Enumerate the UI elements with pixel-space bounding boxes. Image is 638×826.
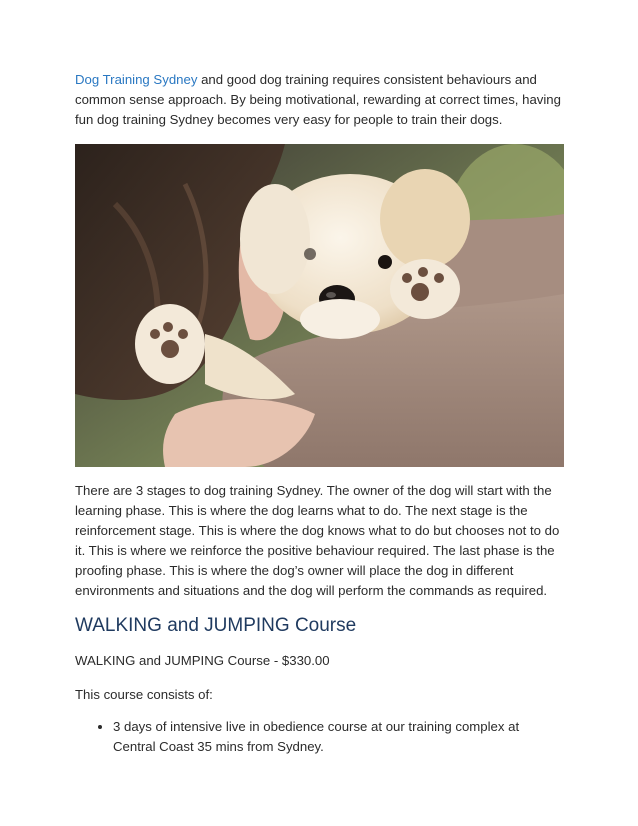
list-item: • 3 days of intensive live in obedience course at our training complex at Central Coast 35 mins from Sydney. bbox=[113, 717, 565, 757]
course-consists-label: This course consists of: bbox=[75, 687, 213, 702]
course-price-line: WALKING and JUMPING Course - $330.00 bbox=[75, 653, 330, 668]
course-heading: WALKING and JUMPING Course bbox=[75, 615, 357, 636]
intro-text: and good dog training requires consistent behaviours and common sense approach. By being motivational, rewarding at correct times, having fun dog training Sydney becomes very easy for people to train their dogs. bbox=[75, 72, 561, 127]
document-page bbox=[75, 70, 565, 757]
woman-hugging-puppy-photo bbox=[75, 144, 564, 467]
intro-paragraph bbox=[75, 70, 565, 130]
dog-training-sydney-link[interactable]: Dog Training Sydney bbox=[75, 72, 198, 87]
stages-paragraph: There are 3 stages to dog training Sydney. The owner of the dog will start with the learning phase. This is where the dog learns what to do. The next stage is the reinforcement stage. This is where the dog knows what to do but chooses not to do it. This is where we reinforce the positive behaviour required. The last phase is the proofing phase. This is where the dog’s owner will place the dog in different environments and situations and the dog will perform the commands as required. bbox=[75, 483, 560, 598]
course-items-list bbox=[75, 717, 565, 757]
